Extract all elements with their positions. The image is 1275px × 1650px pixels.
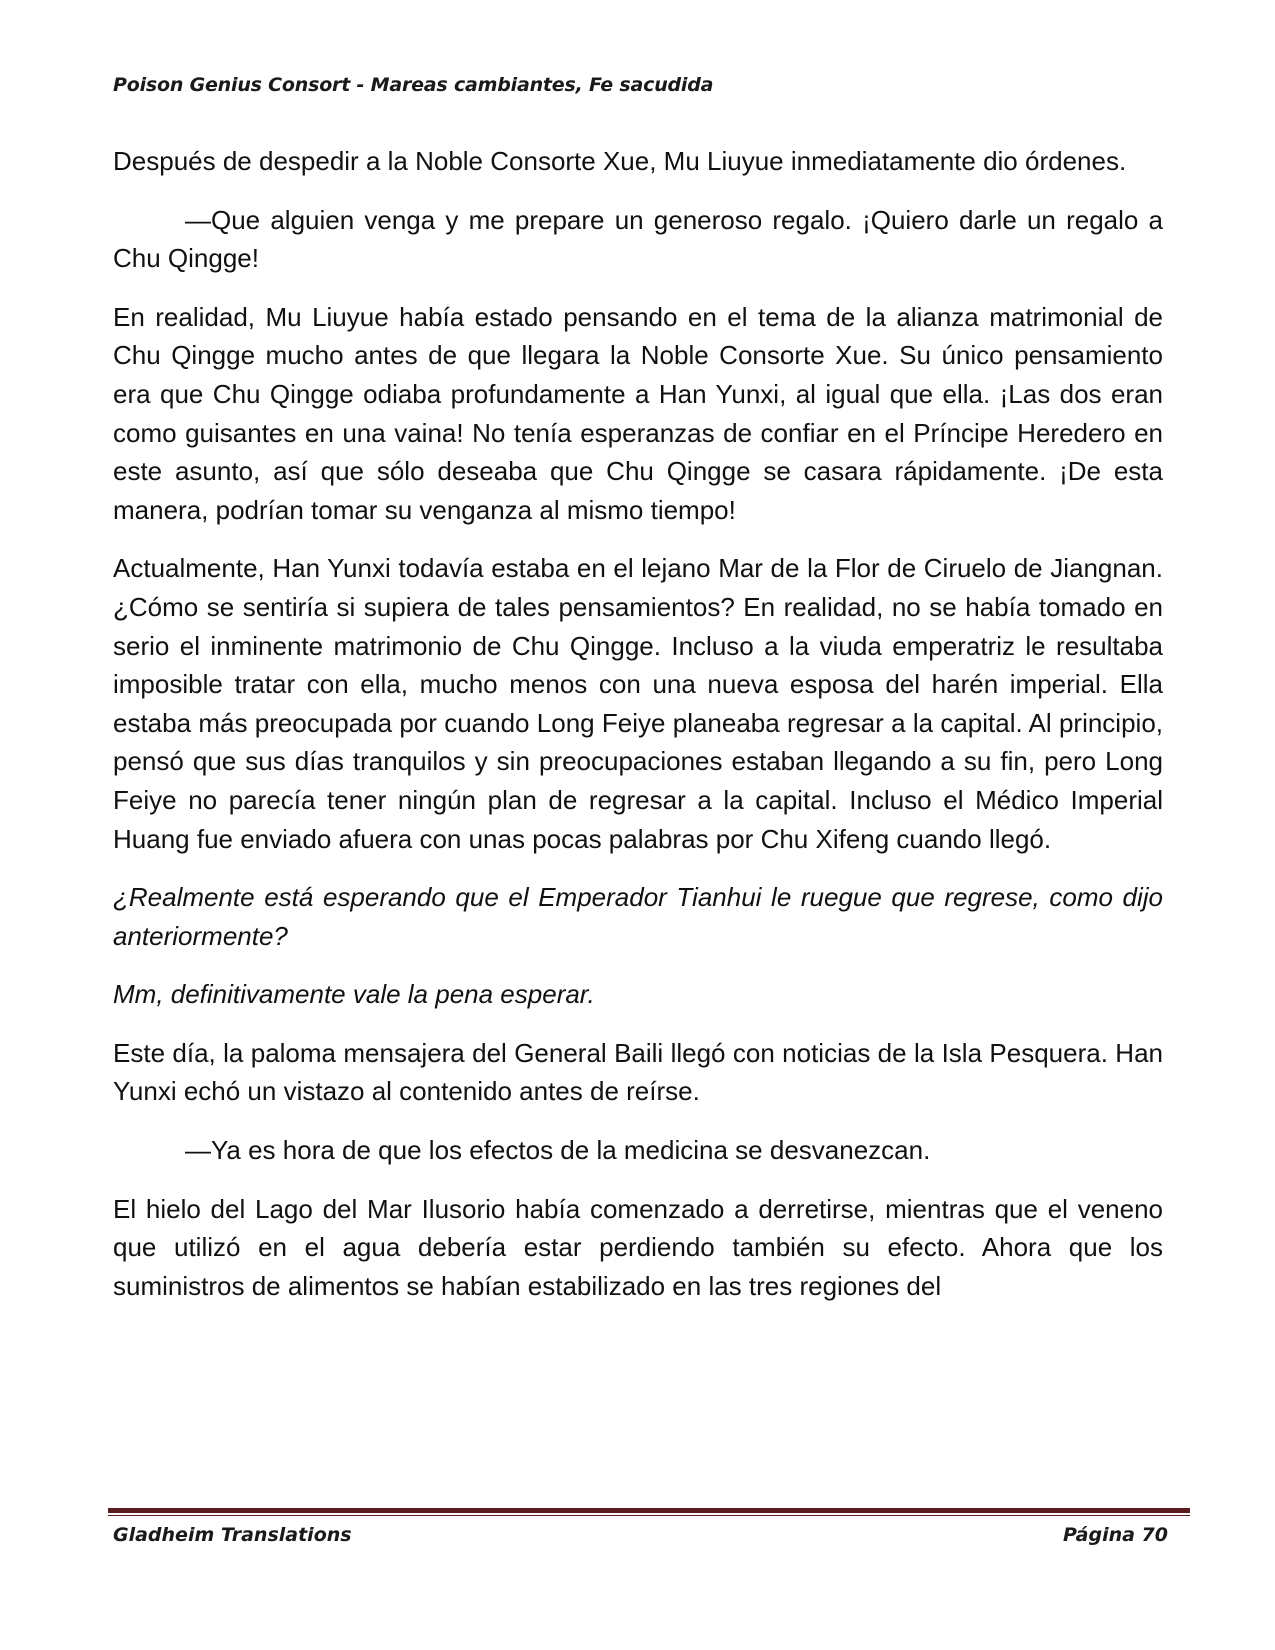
paragraph: En realidad, Mu Liuyue había estado pensando en el tema de la alianza matrimonial de Chu Qingge mucho antes de que llegara la Noble Consorte Xue. Su único pensamiento era que Chu Qingge odiaba profundamente a Han Yunxi, al igual que ella. ¡Las dos eran como guisantes en una vaina! No tenía esperanzas de confiar en el Príncipe Heredero en este asunto, así que sólo deseaba que Chu Qingge se casara rápidamente. ¡De esta manera, podrían tomar su venganza al mismo tiempo! — [113, 301, 1163, 525]
dialog-paragraph: —Ya es hora de que los efectos de la medicina se desvanezcan. — [185, 1135, 931, 1166]
running-header: Poison Genius Consort - Mareas cambiantes, Fe sacudida — [113, 74, 714, 96]
paragraph: El hielo del Lago del Mar Ilusorio había comenzado a derretirse, mientras que el veneno que utilizó en el agua debería estar perdiendo también su efecto. Ahora que los suministros de alimentos se habían estabilizado en las tres regiones del — [113, 1193, 1163, 1301]
footer-publisher: Gladheim Translations — [113, 1524, 352, 1546]
paragraph: Después de despedir a la Noble Consorte Xue, Mu Liuyue inmediatamente dio órdenes. — [113, 146, 1127, 176]
body-text — [113, 142, 1163, 1325]
footer-rule-thin — [108, 1515, 1190, 1516]
italic-thought-paragraph: Mm, definitivamente vale la pena esperar. — [113, 979, 595, 1010]
dialog-paragraph: —Que alguien venga y me prepare un generoso regalo. ¡Quiero darle un regalo a Chu Qingge! — [113, 204, 1163, 274]
paragraph: Este día, la paloma mensajera del General Baili llegó con noticias de la Isla Pesquera. Han Yunxi echó un vistazo al contenido antes de reírse. — [113, 1037, 1163, 1107]
paragraph: Actualmente, Han Yunxi todavía estaba en el lejano Mar de la Flor de Ciruelo de Jiangnan. ¿Cómo se sentiría si supiera de tales pensamientos? En realidad, no se había tomado en serio el inminente matrimonio de Chu Qingge. Incluso a la viuda emperatriz le resultaba imposible tratar con ella, mucho menos con una nueva esposa del harén imperial. Ella estaba más preocupada por cuando Long Feiye planeaba regresar a la capital. Al principio, pensó que sus días tranquilos y sin preocupaciones estaban llegando a su fin, pero Long Feiye no parecía tener ningún plan de regresar a la capital. Incluso el Médico Imperial Huang fue enviado afuera con unas pocas palabras por Chu Xifeng cuando llegó. — [113, 553, 1163, 854]
italic-thought-paragraph: ¿Realmente está esperando que el Emperador Tianhui le ruegue que regrese, como dijo anteriormente? — [113, 882, 1163, 951]
footer-rule — [108, 1508, 1190, 1513]
page-number: Página 70 — [1062, 1524, 1168, 1546]
